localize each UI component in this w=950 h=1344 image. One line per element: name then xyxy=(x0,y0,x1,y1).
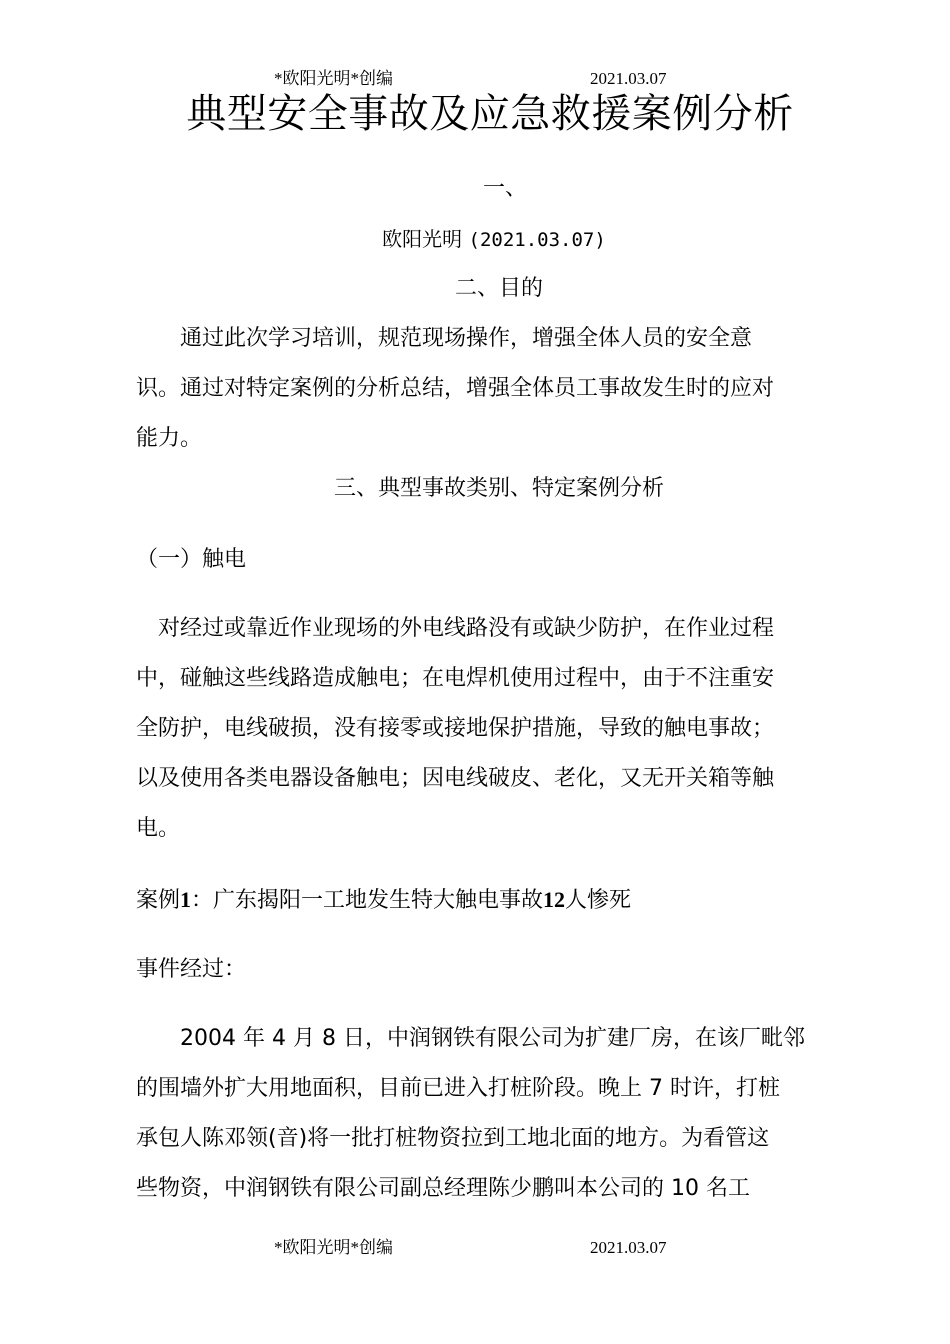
story-line: 的围墙外扩大用地面积，目前已进入打桩阶段。晚上 7 时许，打桩 xyxy=(136,1076,780,1101)
section-two-heading: 二、目的 xyxy=(454,276,543,301)
header-author: *欧阳光明*创编 xyxy=(274,69,393,88)
story-line: 2004 年 4 月 8 日，中润钢铁有限公司为扩建厂房，在该厂毗邻 xyxy=(136,1026,805,1051)
shock-line: 以及使用各类电器设备触电；因电线破皮、老化，又无开关箱等触 xyxy=(136,766,775,791)
byline-name: 欧阳光明 xyxy=(382,227,463,251)
purpose-paragraph xyxy=(136,314,816,464)
electric-shock-paragraph xyxy=(136,604,816,854)
purpose-line: 通过此次学习培训，规范现场操作，增强全体人员的安全意 xyxy=(136,326,753,351)
section-three-heading: 三、典型事故类别、特定案例分析 xyxy=(333,476,664,501)
case-one-heading xyxy=(136,885,631,916)
footer-author: *欧阳光明*创编 xyxy=(274,1238,393,1257)
case-number: 1 xyxy=(180,887,192,912)
subsection-heading-electric-shock: （一）触电 xyxy=(136,547,247,572)
purpose-line: 能力。 xyxy=(136,426,203,451)
byline-date: (2021.03.07) xyxy=(468,229,606,251)
shock-line: 中，碰触这些线路造成触电；在电焊机使用过程中，由于不注重安 xyxy=(136,666,775,691)
story-line: 承包人陈邓领(音)将一批打桩物资拉到工地北面的地方。为看管这 xyxy=(136,1126,770,1151)
case-suffix: 人惨死 xyxy=(565,888,632,913)
byline xyxy=(19,224,950,255)
shock-line: 对经过或靠近作业现场的外电线路没有或缺少防护，在作业过程 xyxy=(136,616,775,641)
shock-line: 全防护，电线破损，没有接零或接地保护措施，导致的触电事故； xyxy=(136,716,775,741)
footer-date: 2021.03.07 xyxy=(590,1238,667,1257)
case-casualty-count: 12 xyxy=(543,887,566,912)
document-title: 典型安全事故及应急救援案例分析 xyxy=(186,91,794,137)
purpose-line: 识。通过对特定案例的分析总结，增强全体员工事故发生时的应对 xyxy=(136,376,775,401)
case-prefix: 案例 xyxy=(136,888,181,913)
case-title: ：广东揭阳一工地发生特大触电事故 xyxy=(191,888,544,913)
header-date: 2021.03.07 xyxy=(590,69,667,88)
case-story-paragraph xyxy=(136,1014,816,1214)
story-line: 些物资，中润钢铁有限公司副总经理陈少鹏叫本公司的 10 名工 xyxy=(136,1176,750,1201)
process-label: 事件经过： xyxy=(136,957,247,982)
section-one-heading: 一、 xyxy=(482,176,527,201)
shock-line: 电。 xyxy=(136,816,181,841)
